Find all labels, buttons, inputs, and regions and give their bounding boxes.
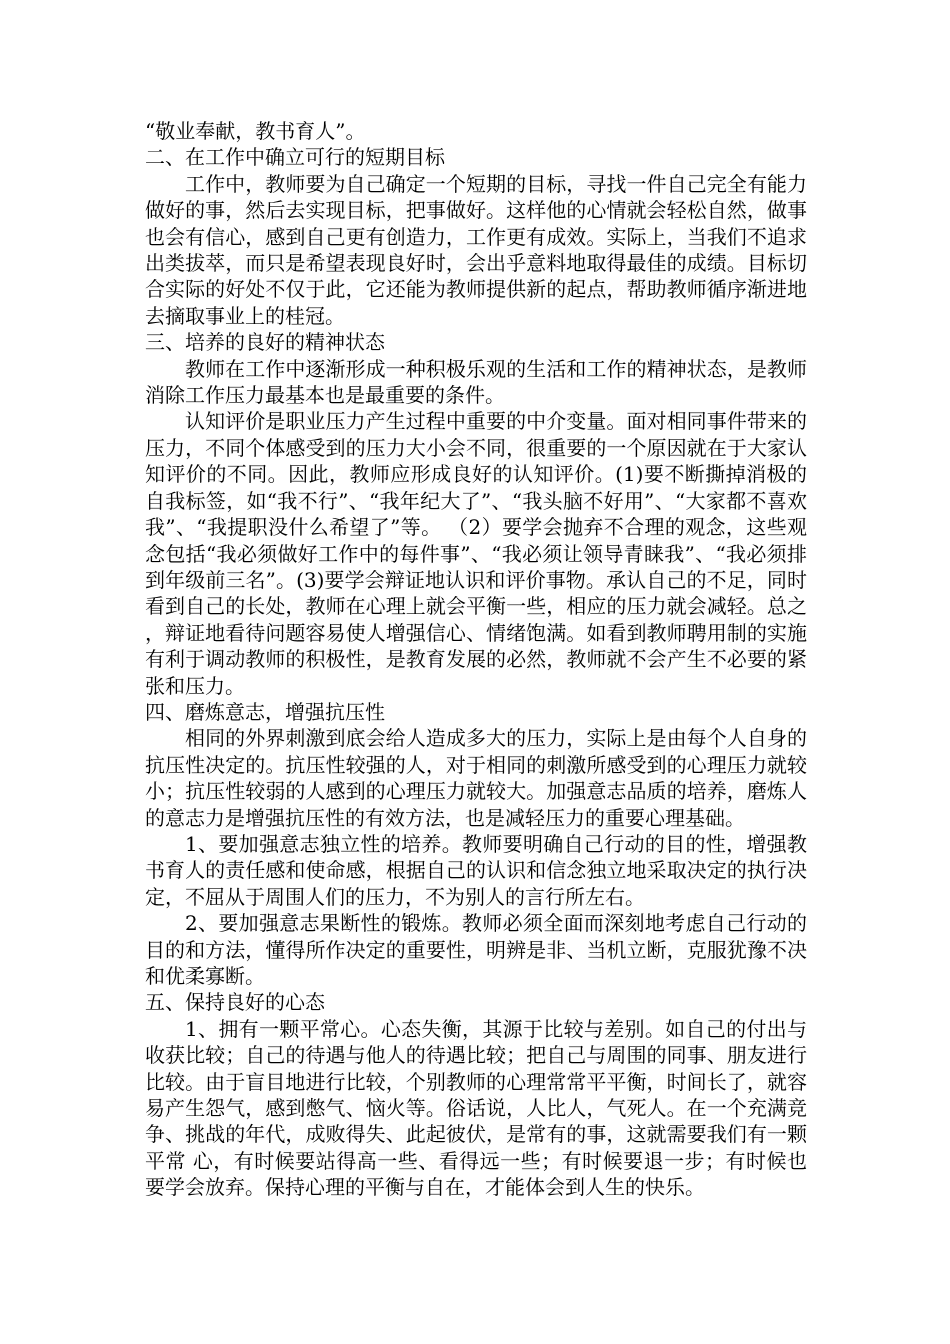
paragraph-will-independence: 1、要加强意志独立性的培养。教师要明确自己行动的目的性，增强教书育人的责任感和使命感，根据自己的认识和信念独立地采取决定的执行决定，不屈从于周围人们的压力，不为别人的言行所左右。 [145,831,807,909]
paragraph-short-term-goals: 工作中，教师要为自己确定一个短期的目标，寻找一件自己完全有能力做好的事，然后去实现目标，把事做好。这样他的心情就会轻松自然，做事也会有信心，感到自己更有创造力，工作更有成效。实际上，当我们不追求出类拔萃，而只是希望表现良好时，会出乎意料地取得最佳的成绩。目标切合实际的好处不仅于此，它还能为教师提供新的起点，帮助教师循序渐进地去摘取事业上的桂冠。 [145,171,807,328]
document-body [145,118,807,1201]
paragraph-mental-state: 教师在工作中逐渐形成一种积极乐观的生活和工作的精神状态，是教师消除工作压力最基本也是最重要的条件。 [145,356,807,408]
paragraph-will-decisiveness: 2、要加强意志果断性的锻炼。教师必须全面而深刻地考虑自己行动的目的和方法，懂得所作决定的重要性，明辨是非、当机立断，克服犹豫不决和优柔寡断。 [145,911,807,988]
paragraph-closing-quote: “敬业奉献，教书育人”。 [145,119,366,143]
section-heading-5: 五、保持良好的心态 [145,990,325,1015]
paragraph-cognitive-evaluation: 认知评价是职业压力产生过程中重要的中介变量。面对相同事件带来的压力，不同个体感受到的压力大小会不同，很重要的一个原因就在于大家认知评价的不同。因此，教师应形成良好的认知评价。(1)要不断撕掉消极的自我标签，如“我不行”、“我年纪大了”、“我头脑不好用”、“大家都不喜欢我”、“我提职没什么希望了”等。 （2）要学会抛弃不合理的观念，这些观念包括“我必须做好工作中的每件事”、“我必须让领导青睐我”、“我必须排到年级前三名”。(3)要学会辩证地认识和评价事物。承认自己的不足，同时看到自己的长处，教师在心理上就会平衡一些，相应的压力就会减轻。总之，辩证地看待问题容易使人增强信心、情绪饱满。如看到教师聘用制的实施有利于调动教师的积极性，是教育发展的必然，教师就不会产生不必要的紧张和压力。 [145,409,807,698]
section-heading-2: 二、在工作中确立可行的短期目标 [145,145,445,170]
section-heading-3: 三、培养的良好的精神状态 [145,330,385,355]
paragraph-ordinary-mind: 1、拥有一颗平常心。心态失衡，其源于比较与差别。如自己的付出与收获比较；自己的待遇与他人的待遇比较；把自己与周围的同事、朋友进行比较。由于盲目地进行比较，个别教师的心理常常平平衡，时间长了，就容易产生怨气，感到憋气、恼火等。俗话说，人比人，气死人。在一个充满竞争、挑战的年代，成败得失、此起彼伏，是常有的事，这就需要我们有一颗平常 心，有时候要站得高一些、看得远一些；有时候要退一步；有时候也要学会放弃。保持心理的平衡与自在，才能体会到人生的快乐。 [145,1016,807,1200]
paragraph-stress-resistance: 相同的外界刺激到底会给人造成多大的压力，实际上是由每个人自身的抗压性决定的。抗压性较强的人，对于相同的刺激所感受到的心理压力就较小；抗压性较弱的人感到的心理压力就较大。加强意志品质的培养，磨炼人的意志力是增强抗压性的有效方法，也是减轻压力的重要心理基础。 [145,726,807,830]
section-heading-4: 四、磨炼意志，增强抗压性 [145,699,385,724]
